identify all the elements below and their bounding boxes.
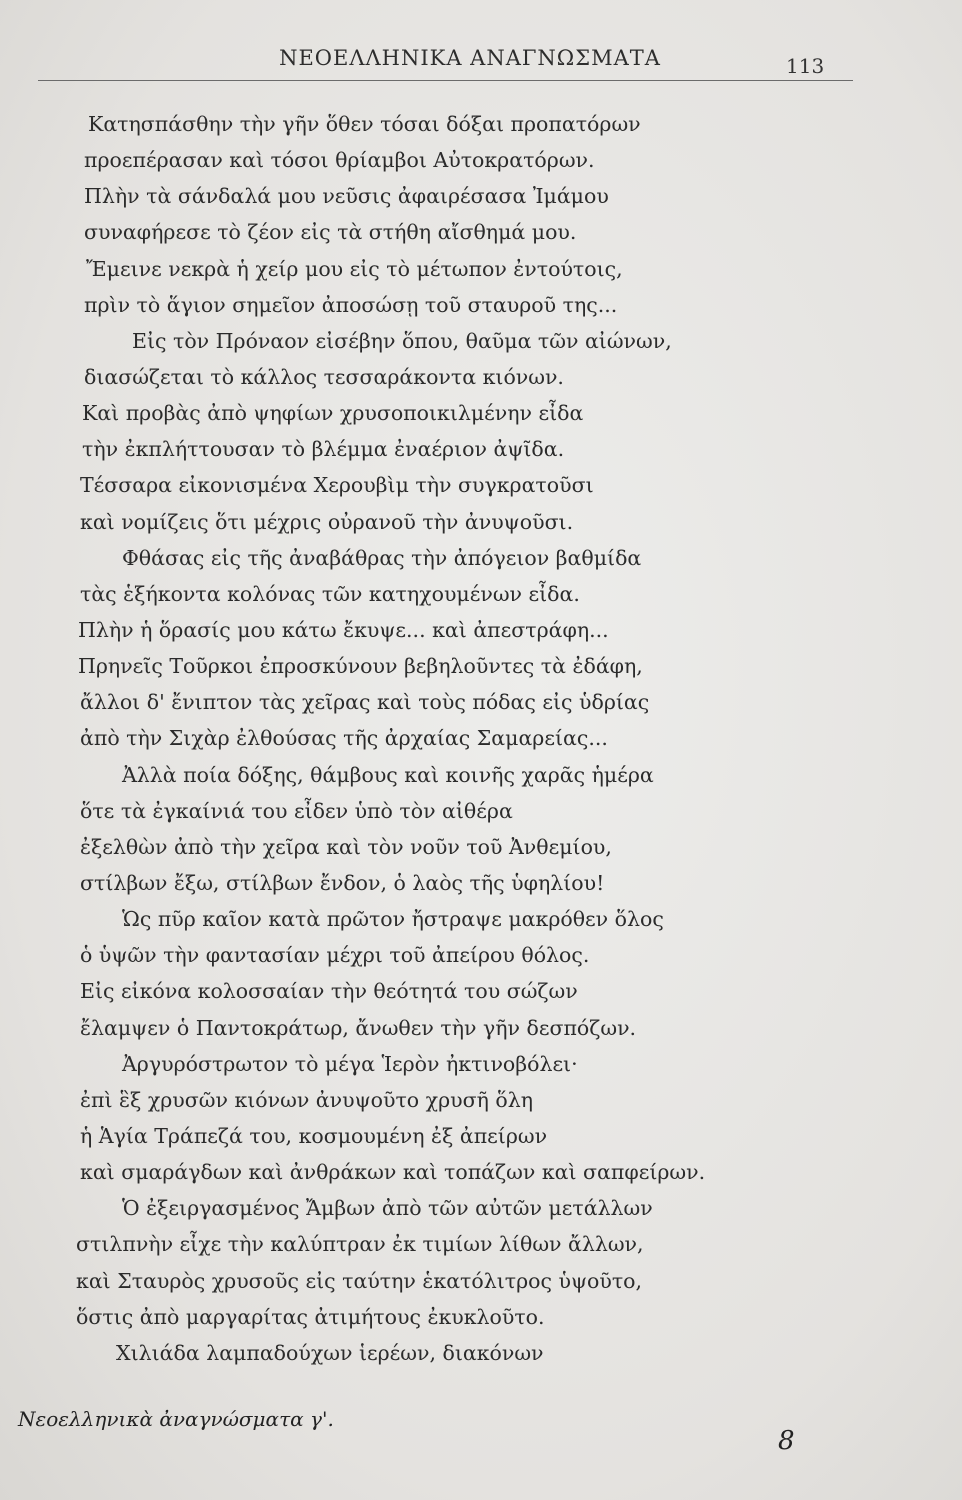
poem-line: συναφήρεσε τὸ ζέον εἰς τὰ στήθη αἴσθημά μου. [84,220,577,245]
poem-line: Ἀλλὰ ποία δόξης, θάμβους καὶ κοινῆς χαρᾶς ἡμέρα [122,762,654,787]
poem-line: τὴν ἐκπλήττουσαν τὸ βλέμμα ἐναέριον ἀψῖδα. [82,437,565,462]
poem-line: καὶ νομίζεις ὅτι μέχρις οὐρανοῦ τὴν ἀνυψοῦσι. [80,509,574,534]
poem-line: Ὁ ἐξειργασμένος Ἄμβων ἀπὸ τῶν αὐτῶν μετάλλων [122,1196,653,1221]
poem-line: στιλπνὴν εἶχε τὴν καλύπτραν ἐκ τιμίων λίθων ἄλλων, [76,1232,644,1257]
poem-line: ὅστις ἀπὸ μαργαρίτας ἀτιμήτους ἐκυκλοῦτο. [76,1304,545,1329]
poem-line: καὶ Σταυρὸς χρυσοῦς εἰς ταύτην ἑκατόλιτρος ὑψοῦτο, [76,1268,643,1293]
poem-line: Χιλιάδα λαμπαδούχων ἱερέων, διακόνων [116,1340,544,1365]
poem-line: ἐπὶ ἓξ χρυσῶν κιόνων ἀνυψοῦτο χρυσῆ ὅλη [80,1087,534,1112]
poem-line: Ἔμεινε νεκρὰ ἡ χείρ μου εἰς τὸ μέτωπον ἐντούτοις, [86,256,623,281]
poem-line: ἄλλοι δ' ἔνιπτον τὰς χεῖρας καὶ τοὺς πόδας εἰς ὑδρίας [80,690,650,715]
poem-line: καὶ σμαράγδων καὶ ἀνθράκων καὶ τοπάζων καὶ σαπφείρων. [80,1160,706,1185]
poem-line: Πλὴν ἡ ὅρασίς μου κάτω ἔκυψε... καὶ ἀπεστράφη... [78,617,609,642]
poem-line: ἀπὸ τὴν Σιχὰρ ἐλθούσας τῆς ἀρχαίας Σαμαρείας... [80,726,608,751]
poem-line: Πλὴν τὰ σάνδαλά μου νεῦσις ἀφαιρέσασα Ἰμάμου [84,184,609,209]
poem-text [58,106,858,1371]
poem-line: Πρηνεῖς Τοῦρκοι ἐπροσκύνουν βεβηλοῦντες τὰ ἐδάφη, [78,654,643,679]
poem-line: Τέσσαρα εἰκονισμένα Χερουβὶμ τὴν συγκρατοῦσι [80,473,594,498]
running-title: ΝΕΟΕΛΛΗΝΙΚΑ ΑΝΑΓΝΩΣΜΑΤΑ [279,46,661,70]
poem-line: Ἀργυρόστρωτον τὸ μέγα Ἱερὸν ἠκτινοβόλει· [122,1051,578,1076]
poem-line: Εἰς εἰκόνα κολοσσαίαν τὴν θεότητά του σώζων [80,979,578,1004]
poem-line: προεπέρασαν καὶ τόσοι θρίαμβοι Αὐτοκρατόρων. [84,148,595,173]
poem-line: Φθάσας εἰς τῆς ἀναβάθρας τὴν ἀπόγειον βαθμίδα [122,545,642,570]
poem-line: Ὡς πῦρ καῖον κατὰ πρῶτον ἤστραψε μακρόθεν ὅλος [122,907,664,932]
poem-line: πρὶν τὸ ἅγιον σημεῖον ἀποσώσῃ τοῦ σταυροῦ της... [84,292,618,317]
poem-line: Καὶ προβὰς ἀπὸ ψηφίων χρυσοποικιλμένην εἶδα [82,401,584,426]
poem-line: ὅτε τὰ ἐγκαίνιά του εἶδεν ὑπὸ τὸν αἰθέρα [80,798,513,823]
sheet-mark: 8 [778,1426,795,1456]
poem-line: ἔλαμψεν ὁ Παντοκράτωρ, ἄνωθεν τὴν γῆν δεσπόζων. [80,1015,637,1040]
poem-line: Κατησπάσθην τὴν γῆν ὅθεν τόσαι δόξαι προπατόρων [88,112,641,136]
page-number: 113 [786,54,825,78]
sheet-signature: Νεοελληνικὰ ἀναγνώσματα γ'. [18,1407,334,1431]
poem-line: ἡ Ἁγία Τράπεζά του, κοσμουμένη ἐξ ἀπείρων [80,1123,548,1148]
header-rule [38,80,853,81]
poem-line: ὁ ὑψῶν τὴν φαντασίαν μέχρι τοῦ ἀπείρου θόλος. [80,943,590,968]
poem-line: στίλβων ἔξω, στίλβων ἔνδον, ὁ λαὸς τῆς ὑφηλίου! [80,870,605,895]
poem-line: διασώζεται τὸ κάλλος τεσσαράκοντα κιόνων. [84,364,564,389]
poem-line: ἐξελθὼν ἀπὸ τὴν χεῖρα καὶ τὸν νοῦν τοῦ Ἀνθεμίου, [80,834,612,859]
poem-line: τὰς ἑξήκοντα κολόνας τῶν κατηχουμένων εἶδα. [80,581,580,606]
poem-line: Εἰς τὸν Πρόναον εἰσέβην ὅπου, θαῦμα τῶν αἰώνων, [132,328,672,353]
